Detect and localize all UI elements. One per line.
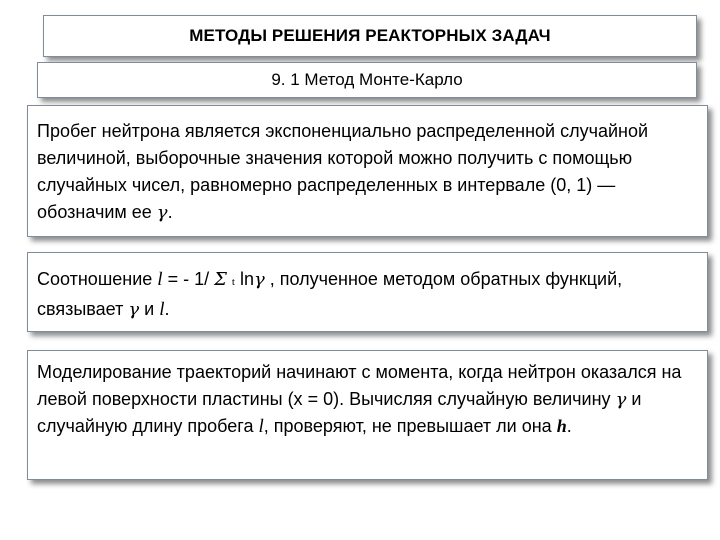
paragraph-2 xyxy=(37,266,699,323)
var-l: l xyxy=(157,269,163,290)
paragraph-1-text: Пробег нейтрона является экспоненциально распределенной случайной величиной, выборочные значения которой можно получить с помощью случайных чисел, равномерно распределенных в интервале (0, 1) — обозначим ее xyxy=(37,121,649,222)
paragraph-1-end: . xyxy=(167,202,173,222)
paragraph-3-part2: и случайную длину пробега xyxy=(37,389,642,436)
paragraph-3-part1: Моделирование траекторий начинают с момента, когда нейтрон оказался на левой поверхности пластины (x = 0). Вычисляя случайную величину xyxy=(37,362,682,409)
var-l: l xyxy=(258,416,264,437)
paragraph-2-part2: = - 1/ xyxy=(167,269,210,289)
section-subtitle: 9. 1 Метод Монте-Карло xyxy=(271,70,463,89)
gamma-symbol: γ xyxy=(253,269,265,290)
paragraph-2-part1: Соотношение xyxy=(37,269,153,289)
paragraph-2-end: . xyxy=(164,299,170,319)
gamma-symbol-2: γ xyxy=(128,299,140,320)
paragraph-box-2 xyxy=(27,252,708,332)
paragraph-1 xyxy=(37,118,699,226)
paragraph-3 xyxy=(37,359,699,440)
paragraph-box-1 xyxy=(27,105,708,237)
paragraph-3-end: . xyxy=(566,416,572,436)
title-box xyxy=(43,15,697,57)
subscript-t: t xyxy=(231,276,235,288)
paragraph-2-part3: ln xyxy=(239,269,254,289)
sigma-symbol: Σ xyxy=(214,269,227,290)
gamma-symbol: γ xyxy=(156,202,168,223)
gamma-symbol: γ xyxy=(615,389,627,410)
paragraph-box-3 xyxy=(27,350,708,480)
page-title: МЕТОДЫ РЕШЕНИЯ РЕАКТОРНЫХ ЗАДАЧ xyxy=(189,26,551,45)
var-h: h xyxy=(556,416,567,436)
paragraph-2-part4: , полученное методом обратных функций, связывает xyxy=(37,269,623,319)
subtitle-box xyxy=(37,62,697,98)
var-l-2: l xyxy=(159,299,165,320)
paragraph-2-part5: и xyxy=(144,299,155,319)
paragraph-3-part3: , проверяют, не превышает ли она xyxy=(263,416,552,436)
